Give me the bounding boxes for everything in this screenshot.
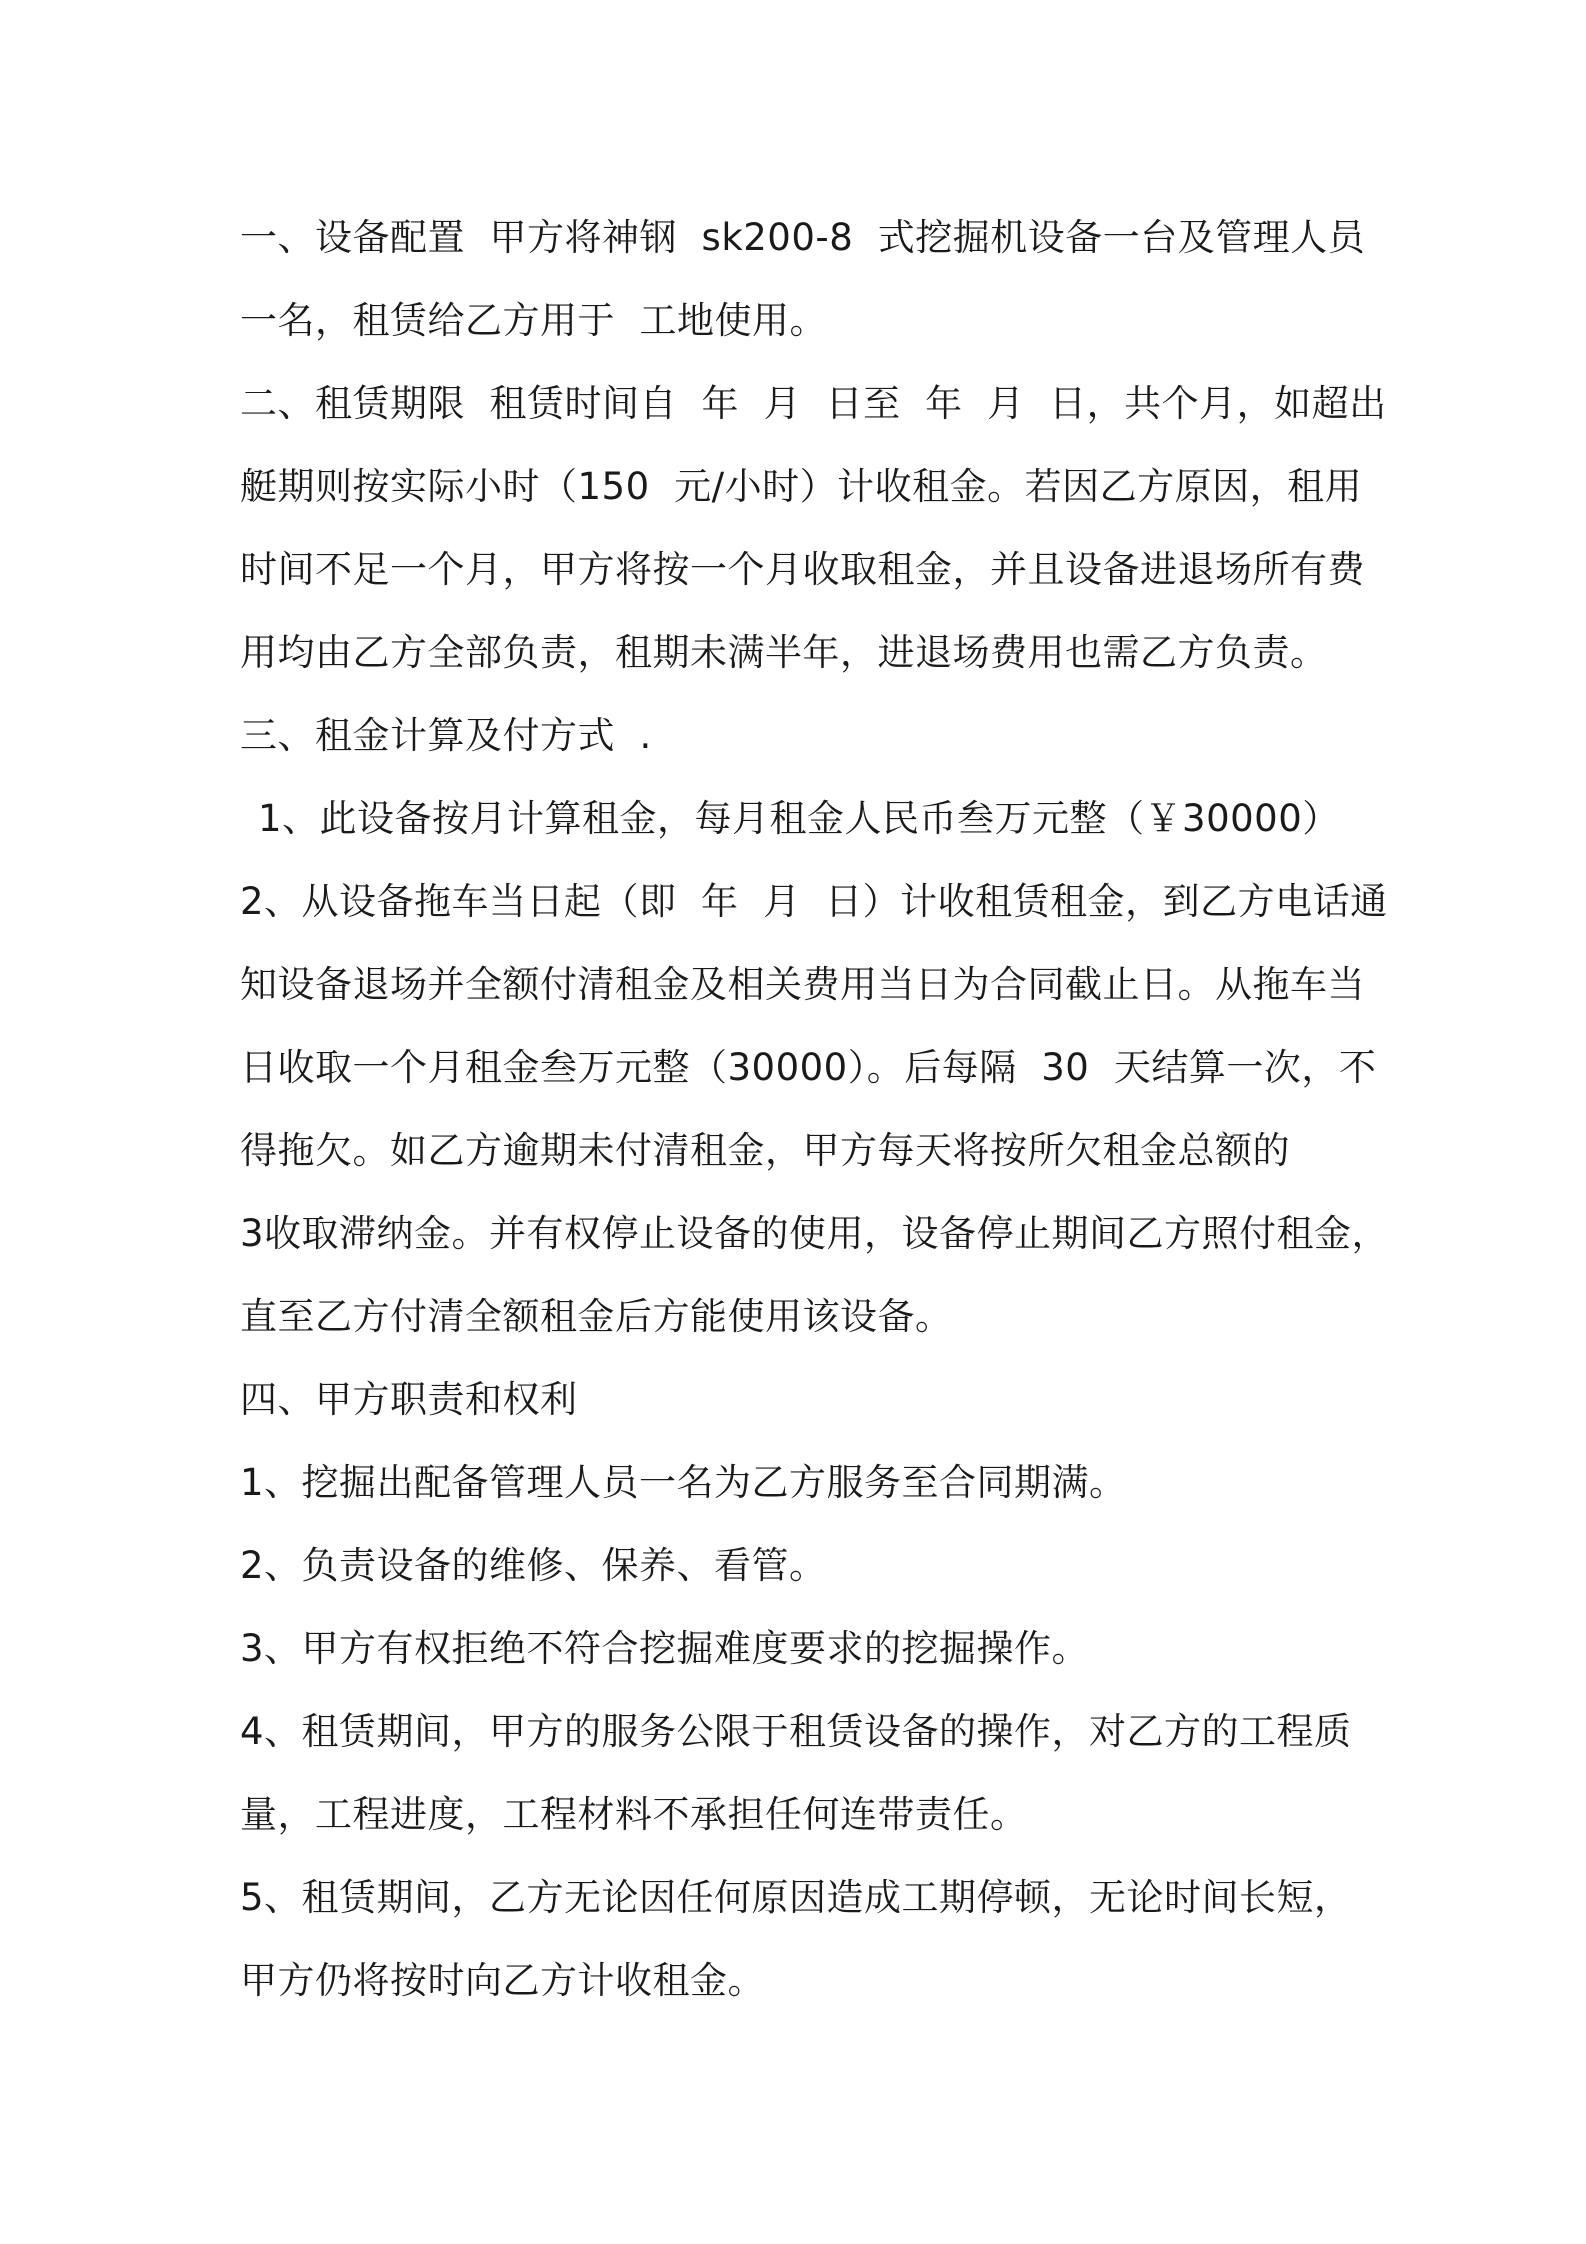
text-line: 1、挖掘出配备管理人员一名为乙方服务至合同期满。 [240,1461,1127,1504]
text-line: 4、租赁期间，甲方的服务公限于租赁设备的操作，对乙方的工程质 [240,1710,1352,1753]
text-line: 四、甲方职责和权利 [240,1378,578,1421]
text-line: 时间不足一个月，甲方将按一个月收取租金，并且设备进退场所有费 [240,548,1365,591]
text-line: 一、设备配置 甲方将神钢 sk200-8 式挖掘机设备一台及管理人员 [240,216,1366,259]
text-line: 2、负责设备的维修、保养、看管。 [240,1544,827,1587]
text-line: 3收取滞纳金。并有权停止设备的使用，设备停止期间乙方照付租金， [240,1212,1390,1255]
text-line: 2、从设备拖车当日起（即 年 月 日）计收租赁租金，到乙方电话通 [240,880,1388,923]
text-line: 5、租赁期间，乙方无论因任何原因造成工期停顿，无论时间长短， [240,1876,1352,1919]
document-body [240,196,1390,2022]
text-line: 用均由乙方全部负责，租期未满半年，进退场费用也需乙方负责。 [240,631,1328,674]
text-line: 知设备退场并全额付清租金及相关费用当日为合同截止日。从拖车当 [240,963,1365,1006]
text-line: 艇期则按实际小时（150 元/小时）计收租金。若因乙方原因，租用 [240,465,1363,508]
text-line: 1、此设备按月计算租金，每月租金人民币叁万元整（￥30000） [258,797,1340,840]
text-line: 三、租金计算及付方式 . [240,714,652,757]
text-line: 量，工程进度，工程材料不承担任何连带责任。 [240,1793,1028,1836]
text-line: 得拖欠。如乙方逾期未付清租金，甲方每天将按所欠租金总额的 [240,1129,1290,1172]
text-line: 日收取一个月租金叁万元整（30000）。后每隔 30 天结算一次，不 [240,1046,1377,1089]
text-line: 3、甲方有权拒绝不符合挖掘难度要求的挖掘操作。 [240,1627,1090,1670]
text-line: 直至乙方付清全额租金后方能使用该设备。 [240,1295,953,1338]
text-line: 一名，租赁给乙方用于 工地使用。 [240,299,828,342]
text-line: 甲方仍将按时向乙方计收租金。 [240,1959,765,2002]
text-line: 二、租赁期限 租赁时间自 年 月 日至 年 月 日，共个月，如超出 [240,382,1387,425]
